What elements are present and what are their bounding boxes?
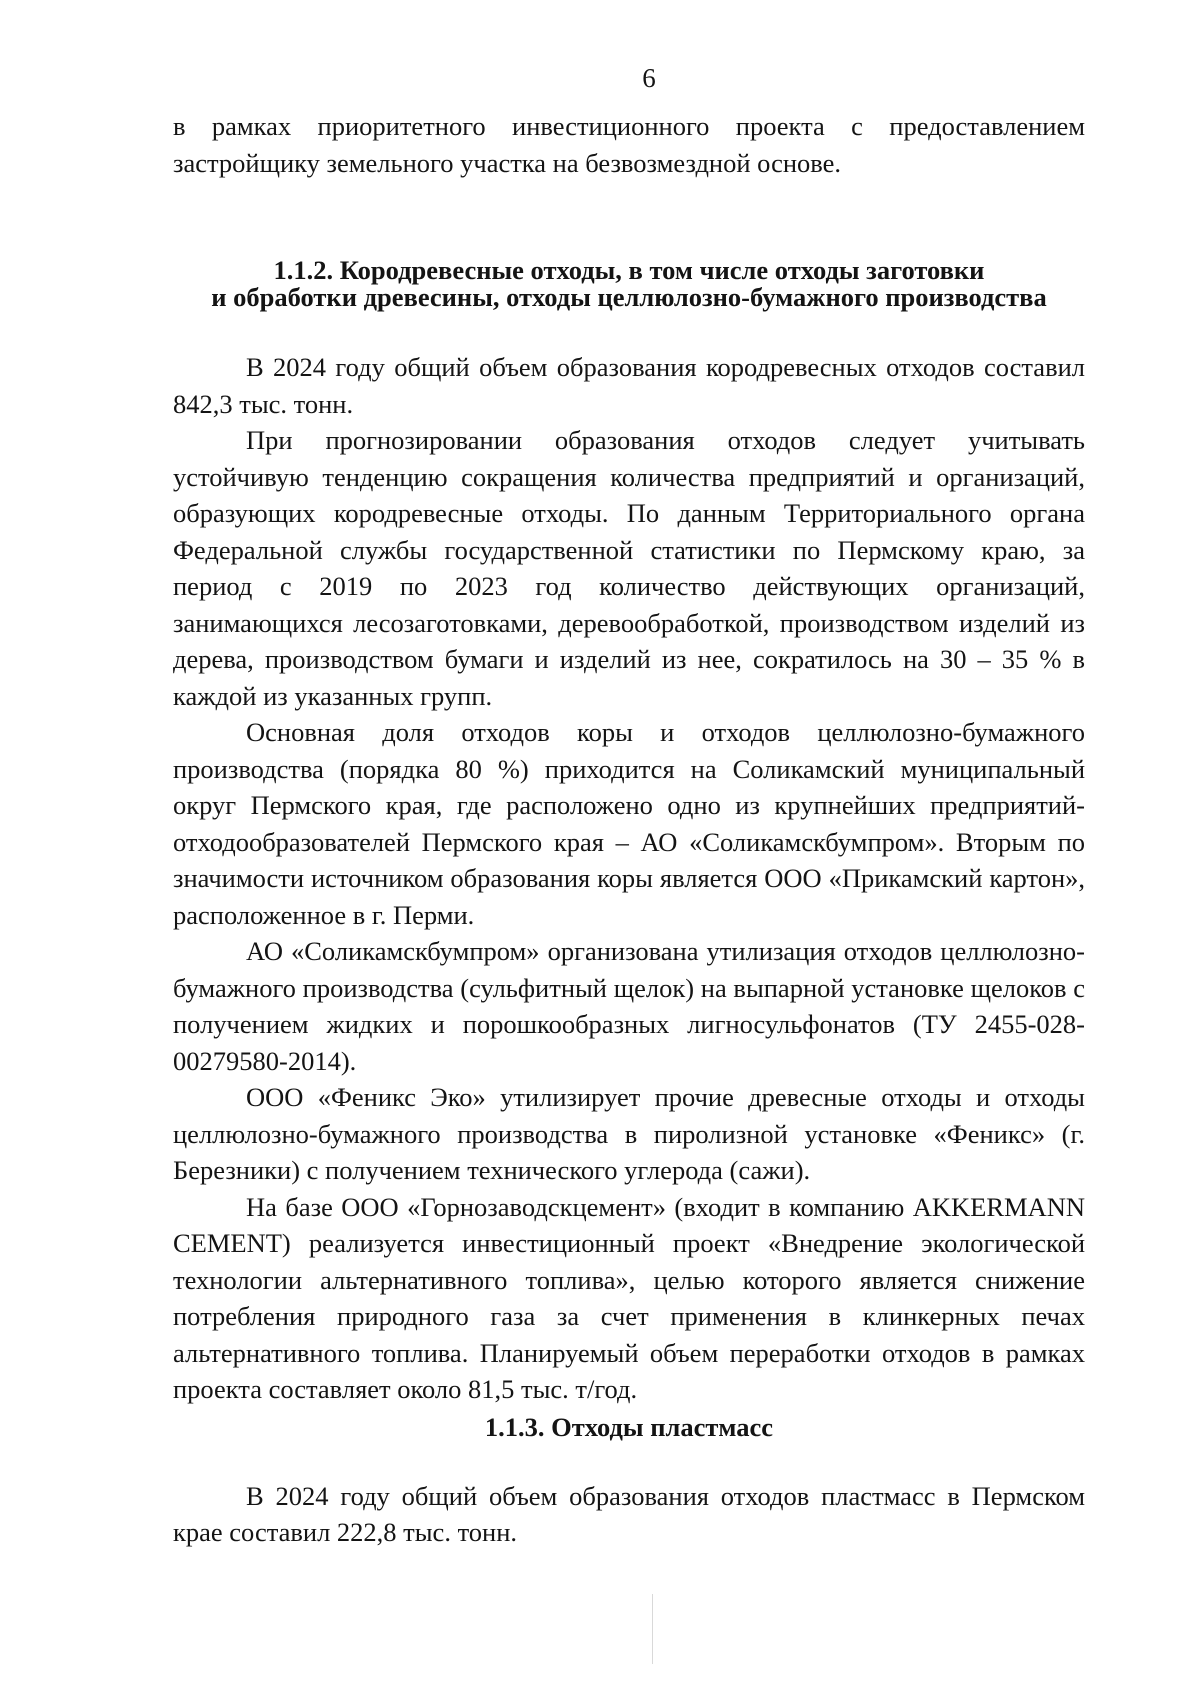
paragraph-continuation: в рамках приоритетного инвестиционного проекта с предоставлением застройщику земельного участка на безвозмездной основе. <box>173 111 1085 178</box>
paragraph-main-share: Основная доля отходов коры и отходов целлюлозно-бумажного производства (порядка 80 %) приходится на Соликамский муниципальный округ Пермского края, где расположено одно из крупнейших предприятий-отходообразователей Пермского края – АО «Соликамскбумпром». Вторым по значимости источником образования коры является ООО «Прикамский картон», расположенное в г. Перми. <box>173 717 1085 930</box>
paragraph-volume-2024: В 2024 году общий объем образования кородревесных отходов составил 842,3 тыс. тонн. <box>173 352 1085 419</box>
document-page <box>173 58 1085 1551</box>
scan-artifact-mark <box>652 1594 653 1664</box>
page-number: 6 <box>642 63 656 93</box>
paragraph-forecast: При прогнозировании образования отходов следует учитывать устойчивую тенденцию сокращения количества предприятий и организаций, образующих кородревесные отходы. По данным Территориального органа Федеральной службы государственной статистики по Пермскому краю, за период с 2019 по 2023 год количество действующих организаций, занимающихся лесозаготовками, деревообработкой, производством изделий из дерева, производством бумаги и изделий из нее, сократилось на 30 – 35 % в каждой из указанных групп. <box>173 425 1085 711</box>
paragraph-solikamskbumprom: АО «Соликамскбумпром» организована утилизация отходов целлюлозно-бумажного производства (сульфитный щелок) на выпарной установке щелоков с получением жидких и порошкообразных лигносульфонатов (ТУ 2455-028-00279580-2014). <box>173 936 1085 1076</box>
section-heading-1-1-2 <box>173 257 1085 311</box>
section-heading-1-1-3: 1.1.3. Отходы пластмасс <box>484 1411 774 1442</box>
paragraph-gornozavodsk: На базе ООО «Горнозаводскцемент» (входит в компанию AKKERMANN CEMENT) реализуется инвестиционный проект «Внедрение экологической технологии альтернативного топлива», целью которого является снижение потребления природного газа за счет применения в клинкерных печах альтернативного топлива. Планируемый объем переработки отходов в рамках проекта составляет около 81,5 тыс. т/год. <box>173 1191 1085 1404</box>
paragraph-feniks-eko: ООО «Феникс Эко» утилизирует прочие древесные отходы и отходы целлюлозно-бумажного производства в пиролизной установке «Феникс» (г. Березники) с получением технического углерода (сажи). <box>173 1082 1085 1185</box>
section-heading-line-1: 1.1.2. Кородревесные отходы, в том числе отходы заготовки <box>273 255 985 285</box>
paragraph-plastics-volume: В 2024 году общий объем образования отходов пластмасс в Пермском крае составил 222,8 тыс. тонн. <box>173 1480 1085 1547</box>
section-heading-line-2: и обработки древесины, отходы целлюлозно-бумажного производства <box>211 282 1047 312</box>
